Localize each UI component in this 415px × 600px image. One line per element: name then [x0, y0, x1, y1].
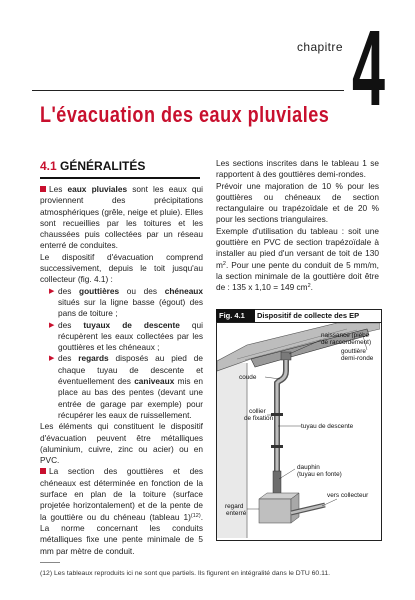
chapter-label: chapitre: [297, 40, 343, 54]
paragraph-majoration: Prévoir une majoration de 10 % pour les gouttières ou chéneaux de section rectangulaire ou trapézoïdale et de 20 % pour les sections triangulaires.: [216, 180, 379, 225]
page-title: L'évacuation des eaux pluviales: [40, 102, 330, 127]
section-heading: [40, 159, 145, 173]
red-square-marker: [40, 186, 46, 192]
triangle-bullet-icon: ▶: [49, 287, 55, 295]
footnote: (12) Les tableaux reproduits ici ne sont que partiels. Ils figurent en intégralité dans le DTU 60.11.: [40, 570, 331, 577]
label-regard-2: enterré: [226, 510, 247, 517]
label-dauphin-2: (tuyau en fonte): [297, 471, 342, 478]
section-title: GÉNÉRALITÉS: [60, 159, 146, 173]
chapter-rule: [32, 90, 344, 91]
list-item: ▶ des gouttières ou des chéneaux situés sur la ligne basse (égout) des pans de toiture ;: [49, 285, 203, 319]
label-naissance: naissance (pièce: [321, 332, 369, 339]
list-item: ▶ des tuyaux de descente qui récupèrent les eaux collectées par les gouttières et les chéneaux ;: [49, 319, 203, 353]
left-column: [40, 184, 203, 557]
label-gouttiere-2: demi-ronde: [341, 355, 374, 362]
label-tuyau: tuyau de descente: [301, 423, 354, 430]
paragraph-tableau: Les sections inscrites dans le tableau 1 se rapportent à des gouttières demi-rondes.: [216, 158, 379, 180]
figure-tag: Fig. 4.1: [216, 309, 255, 322]
triangle-bullet-icon: ▶: [49, 321, 55, 329]
paragraph-section: La section des gouttières et des chéneaux est déterminée en fonction de la surface en plan de la toiture (surface projetée horizontalement) et de la pente de la gouttière ou du chéneau (tableau 1)$^{(12)}$. La norme concernant les conduits métalliques fixe une pente minimale de 5 mm par mètre de conduit.: [40, 466, 203, 556]
figure-title: Dispositif de collecte des EP: [257, 311, 360, 320]
label-dauphin: dauphin: [297, 464, 320, 471]
label-collier-2: de fixation: [244, 415, 274, 422]
paragraph-materiaux: Les éléments qui constituent le dispositif d'évacuation peuvent être métalliques (aluminium, cuivre, zinc ou acier) ou en PVC.: [40, 421, 203, 466]
label-coude: coude: [239, 374, 257, 381]
label-collecteur: vers collecteur: [327, 492, 369, 499]
outlet-shape: [281, 352, 291, 360]
collar-shape: [271, 445, 283, 448]
footnote-rule: [40, 562, 60, 563]
red-square-marker: [40, 468, 46, 474]
section-number: 4.1: [40, 159, 57, 173]
section-rule: [40, 177, 200, 179]
triangle-bullet-icon: ▶: [49, 355, 55, 363]
label-naissance-2: de raccordement): [321, 339, 372, 346]
label-regard: regard: [225, 503, 244, 510]
list-item: ▶ des regards disposés au pied de chaque tuyau de descente et éventuellement des caniveaux mis en place au bas des pentes (devant une entrée de garage par exemple) pour récupérer les eaux de ruissellement.: [49, 353, 203, 420]
paragraph-eaux-pluviales: Les eaux pluviales sont les eaux qui proviennent des précipitations atmosphériques (grêle, neige et pluie). Elles sont recueillies par les toitures et les chaussées puis collectées par un réseau enterré de conduites.: [40, 184, 203, 251]
paragraph-exemple: Exemple d'utilisation du tableau : soit une gouttière en PVC de section trapézoïdale à installer au pied d'un versant de toit de 130 $m^2$. Pour une pente du conduit de 5 mm/m, la section minimale de la gouttière doit être de : 135 x 1,10 = 149 $cm^2$.: [216, 225, 379, 293]
label-gouttiere: gouttière: [341, 348, 366, 355]
paragraph-dispositif: Le dispositif d'évacuation comprend successivement, depuis le toit jusqu'au collecteur (fig. 4.1) :: [40, 251, 203, 285]
right-column: [216, 158, 379, 294]
chapter-number: 4: [352, 7, 386, 128]
manhole-shape: [259, 499, 291, 523]
label-collier: collier: [249, 408, 266, 415]
gutter-illustration: [217, 323, 380, 538]
